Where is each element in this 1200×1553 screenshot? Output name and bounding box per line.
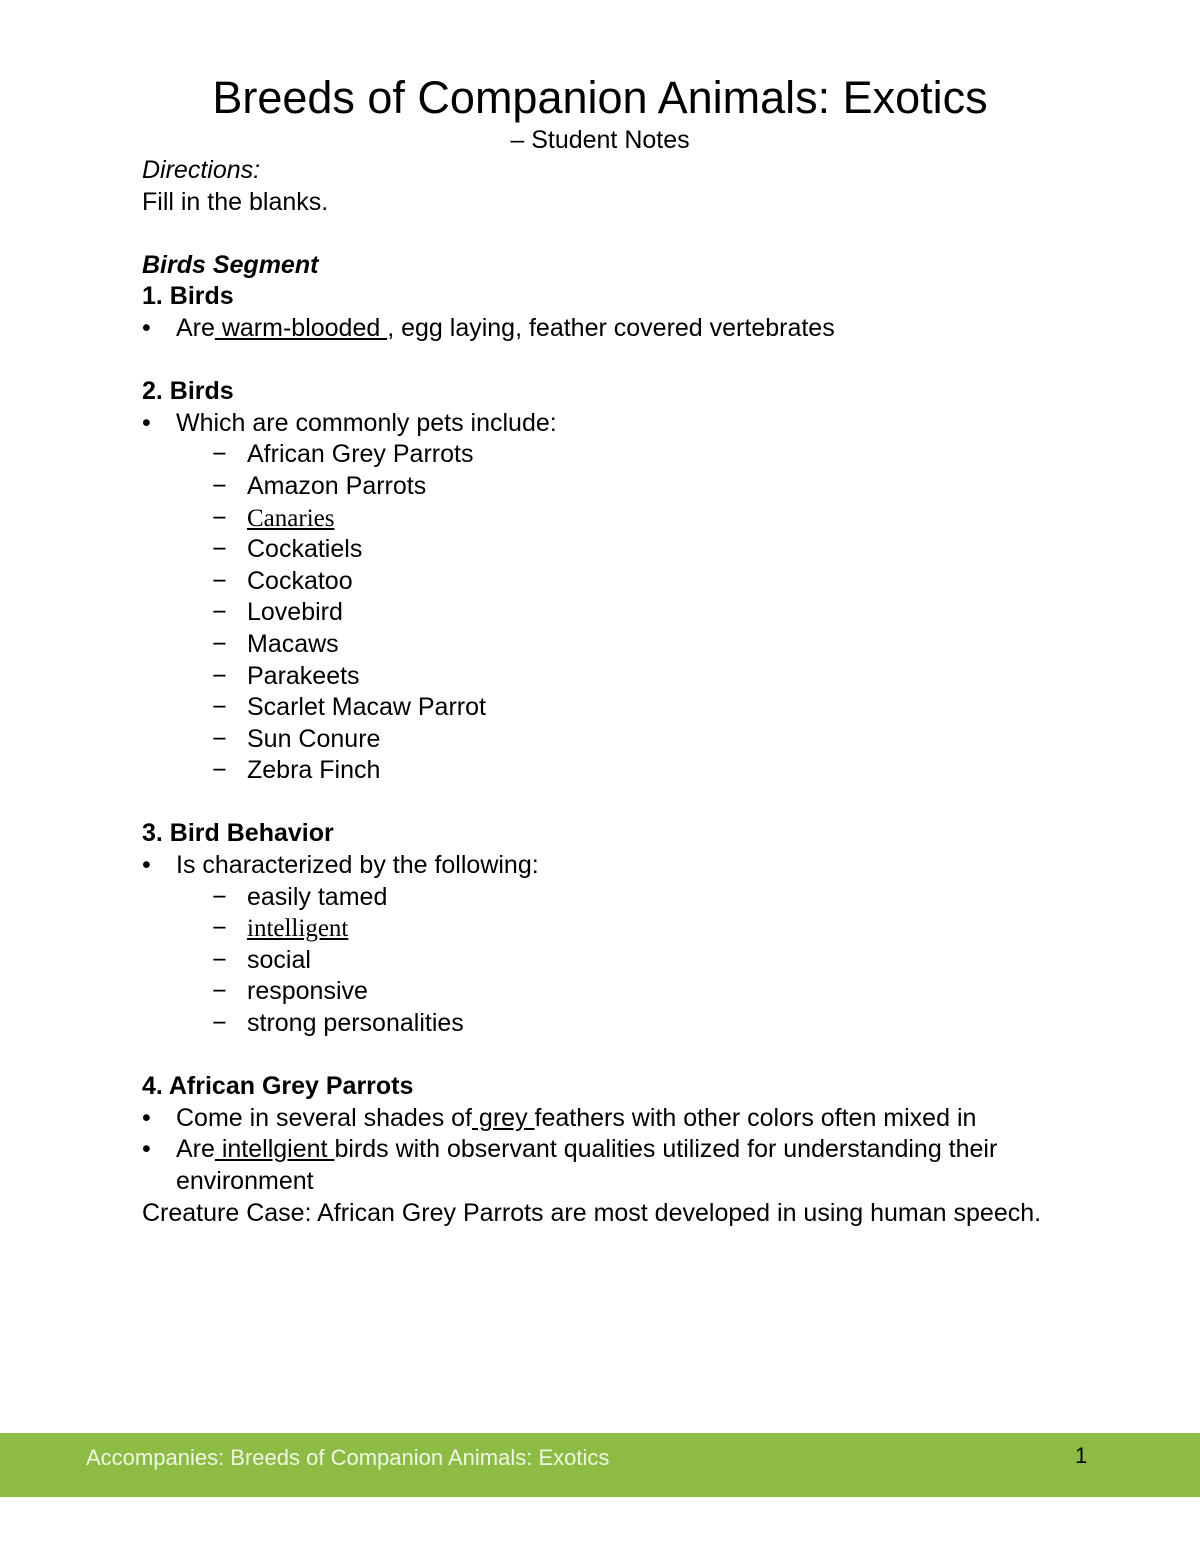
page-number: 1 — [1075, 1443, 1088, 1468]
section-heading: 2. Birds — [142, 377, 234, 406]
directions-text: Fill in the blanks. — [142, 187, 329, 216]
bullet-text: , egg laying, feather covered vertebrates — [387, 313, 835, 342]
bullet-item — [142, 408, 1042, 440]
dash-marker: − — [212, 693, 227, 722]
sub-item-text: Macaws — [247, 629, 339, 658]
sub-item-text: Cockatiels — [247, 535, 363, 564]
dash-marker: − — [212, 535, 227, 564]
page-subtitle: – Student Notes — [510, 126, 690, 154]
filled-blank: warm-blooded — [214, 313, 388, 342]
sub-list-item — [142, 503, 1042, 535]
bullet-marker: • — [142, 1135, 151, 1164]
sub-item-text: Lovebird — [247, 598, 343, 627]
sub-list-item — [142, 976, 1042, 1008]
dash-marker: − — [212, 440, 227, 469]
dash-marker: − — [212, 914, 227, 943]
bullet-text: Is characterized by the following: — [176, 851, 539, 880]
sub-list-item — [142, 629, 1042, 661]
sub-item-text: easily tamed — [247, 882, 388, 911]
sub-item-text: Parakeets — [247, 661, 360, 690]
dash-marker: − — [212, 724, 227, 753]
bullet-marker: • — [142, 313, 151, 342]
section-heading: 1. Birds — [142, 282, 234, 311]
directions-label: Directions: — [142, 156, 261, 184]
sub-list-item — [142, 439, 1042, 471]
bullet-item — [142, 850, 1042, 882]
page-title: Breeds of Companion Animals: Exotics — [212, 72, 988, 123]
sub-list-item — [142, 1008, 1042, 1040]
dash-marker: − — [212, 882, 227, 911]
dash-marker: − — [212, 756, 227, 785]
sub-item-text: African Grey Parrots — [247, 440, 474, 469]
notes-body — [142, 155, 1042, 1229]
filled-blank: intellgient — [214, 1135, 335, 1164]
bullet-item — [142, 313, 1042, 345]
dash-marker: − — [212, 471, 227, 500]
bullet-marker: • — [142, 851, 151, 880]
bullet-text: Are — [176, 313, 215, 342]
dash-marker: − — [212, 977, 227, 1006]
bullet-text: Are — [176, 1135, 215, 1164]
bullet-marker: • — [142, 1103, 151, 1132]
sub-list-item — [142, 755, 1042, 787]
bullet-item — [142, 1134, 1042, 1197]
sub-item-text: Amazon Parrots — [247, 471, 427, 500]
sub-list-item — [142, 913, 1042, 945]
sub-list-item — [142, 597, 1042, 629]
sub-list-item — [142, 534, 1042, 566]
sub-item-text: Zebra Finch — [247, 756, 381, 785]
creature-case-note: Creature Case: African Grey Parrots are most developed in using human speech. — [142, 1198, 1042, 1227]
sub-list-item — [142, 566, 1042, 598]
bullet-text: birds with observant qualities utilized for understanding their environment — [176, 1135, 998, 1195]
dash-marker: − — [212, 661, 227, 690]
sub-list-item — [142, 945, 1042, 977]
dash-marker: − — [212, 566, 227, 595]
sub-list-item — [142, 692, 1042, 724]
sub-list-item — [142, 882, 1042, 914]
section-heading: 4. African Grey Parrots — [142, 1072, 414, 1101]
bullet-text: feathers with other colors often mixed in — [534, 1103, 977, 1132]
sub-item-text: Scarlet Macaw Parrot — [247, 693, 486, 722]
dash-marker: − — [212, 945, 227, 974]
filled-blank: intelligent — [247, 915, 349, 943]
dash-marker: − — [212, 1009, 227, 1038]
filled-blank: grey — [471, 1103, 535, 1132]
filled-blank: Canaries — [247, 504, 335, 532]
sub-item-text: social — [247, 945, 311, 974]
sub-item-text: responsive — [247, 977, 368, 1006]
sub-list-item — [142, 661, 1042, 693]
footer-text: Accompanies: Breeds of Companion Animals: Exotics — [86, 1445, 610, 1470]
bullet-text: Which are commonly pets include: — [176, 408, 557, 437]
dash-marker: − — [212, 629, 227, 658]
dash-marker: − — [212, 598, 227, 627]
bullet-text: Come in several shades of — [176, 1103, 472, 1132]
sub-item-text: strong personalities — [247, 1009, 464, 1038]
sub-list-item — [142, 724, 1042, 756]
section-heading: 3. Bird Behavior — [142, 819, 334, 848]
bullet-marker: • — [142, 408, 151, 437]
segment-title: Birds Segment — [142, 250, 319, 279]
sub-item-text: Sun Conure — [247, 724, 381, 753]
bullet-item — [142, 1103, 1042, 1135]
sub-list-item — [142, 471, 1042, 503]
dash-marker: − — [212, 503, 227, 532]
sub-item-text: Cockatoo — [247, 566, 353, 595]
